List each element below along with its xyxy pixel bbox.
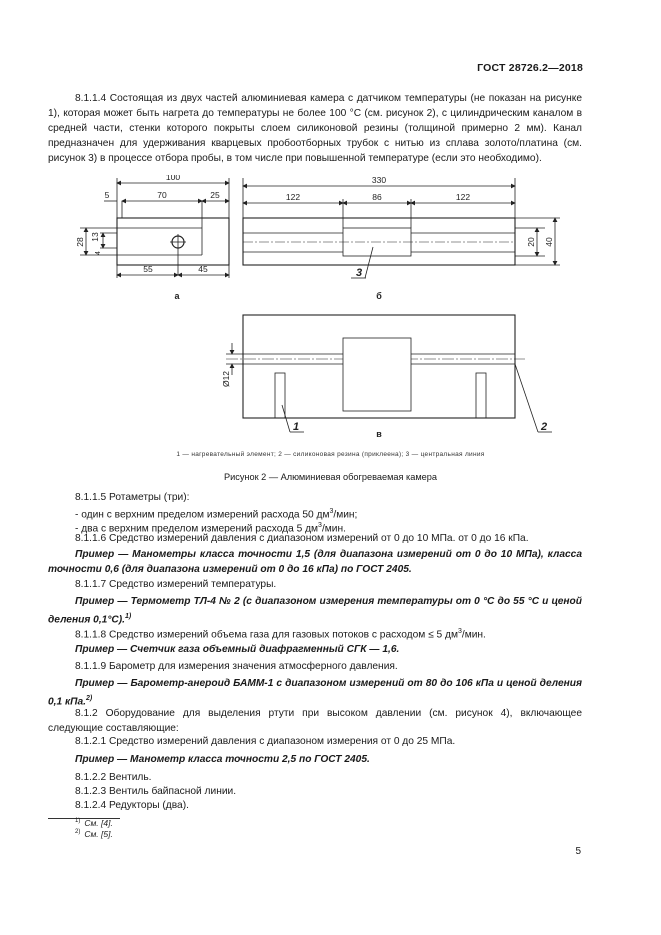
view-label-c: в	[376, 429, 382, 439]
callout-3: 3	[356, 267, 363, 279]
section-8-1-2-3: 8.1.2.3 Вентиль байпасной линии.	[75, 786, 237, 797]
dim-a-right: 25	[210, 190, 220, 200]
dim-c-diameter: Ø12	[221, 370, 231, 388]
view-label-a: а	[174, 291, 180, 301]
dim-a-bottom-right: 45	[198, 264, 208, 274]
section-8-1-2-1: 8.1.2.1 Средство измерений давления с диапазоном измерения от 0 до 25 МПа.	[75, 736, 456, 747]
rotameter-item-2: - два с верхним пределом измерений расхода 5 $дм^3$/мин.	[75, 522, 346, 535]
example-8-1-1-6: Пример — Манометры класса точности 1,5 (для диапазона измерений от 0 до 10 МПа), класса точности 0,6 (для диапазона измерений от 0 до 16 кПа) по ГОСТ 2405.	[48, 549, 582, 575]
dim-b-total: 330	[371, 175, 387, 185]
footnote-1: $^{1)}$ См. [4].	[75, 818, 113, 828]
view-label-b: б	[376, 291, 382, 301]
dim-b-h-inner: 20	[526, 237, 536, 247]
dim-a-h-inner: 13	[90, 232, 100, 242]
dim-b-mid: 86	[372, 192, 382, 202]
figure-caption: Рисунок 2 — Алюминиевая обогреваемая камера	[223, 472, 438, 482]
section-8-1-1-7: 8.1.1.7 Средство измерений температуры.	[75, 579, 277, 590]
example-8-1-2-1: Пример — Манометр класса точности 2,5 по ГОСТ 2405.	[75, 754, 370, 765]
dim-a-h-outer: 28	[75, 237, 85, 247]
dim-a-h-small: 4	[95, 251, 102, 255]
dim-a-total: 100	[165, 175, 181, 182]
dim-b-right: 122	[455, 192, 471, 202]
dim-b-left: 122	[285, 192, 301, 202]
paragraph-8-1-1-4: 8.1.1.4 Состоящая из двух частей алюминиевая камера с датчиком температуры (не показан на рисунке 1), которая может быть нагрета до температуры не более 100 °С (см. рисунок 2), с цилиндрическим каналом в средней части, стенки которого покрыты слоем силиконовой резины (толщиной примерно 2 мм). Канал предназначен для удерживания кварцевых пробоотборных трубок с нитью из сплава золото/платина (см. рисунок 3) в процессе отбора пробы, в том числе при повышенной температуре (если это необходимо).	[48, 93, 582, 164]
section-8-1-1-8: 8.1.1.8 Средство измерений объема газа для газовых потоков с расходом ≤ 5 $дм^3$/мин.	[75, 628, 486, 641]
view-c-drawing	[226, 315, 552, 432]
rotameter-item-1: - один с верхним пределом измерений расхода 50 $дм^3$/мин;	[75, 508, 358, 521]
example-8-1-1-7: Пример — Термометр ТЛ-4 № 2 (с диапазоном измерения температуры от 0 °С до 55 °С и ценой деления 0,1°С).$^{1)}$	[48, 596, 582, 626]
section-8-1-2-2: 8.1.2.2 Вентиль.	[75, 772, 152, 783]
footnote-2: $^{2)}$ См. [5].	[75, 829, 113, 839]
page-number: 5	[575, 846, 581, 857]
section-8-1-1-5: 8.1.1.5 Ротаметры (три):	[75, 492, 190, 503]
callout-2: 2	[541, 421, 548, 433]
section-8-1-1-6: 8.1.1.6 Средство измерений давления с диапазоном измерений от 0 до 10 МПа. от 0 до 16 кПа.	[75, 533, 529, 544]
figure-aluminium-chamber	[0, 175, 661, 475]
document-header: ГОСТ 28726.2—2018	[477, 62, 583, 74]
figure-legend: 1 — нагревательный элемент; 2 — силиконовая резина (приклеена); 3 — центральная линия	[176, 451, 485, 458]
view-a-drawing	[80, 178, 229, 278]
dim-b-h-outer: 40	[544, 237, 554, 247]
dim-a-bottom-left: 55	[143, 264, 153, 274]
callout-1: 1	[293, 421, 300, 433]
example-8-1-1-8: Пример — Счетчик газа объемный диафрагменный СГК — 1,6.	[75, 644, 400, 655]
example-8-1-1-9: Пример — Барометр-анероид БАММ-1 с диапазоном измерений от 80 до 106 кПа и ценой деления 0,1 кПа.$^{2)}$	[48, 678, 582, 708]
dim-a-mid: 70	[157, 190, 167, 200]
section-8-1-1-9: 8.1.1.9 Барометр для измерения значения атмосферного давления.	[75, 661, 398, 672]
section-8-1-2: 8.1.2 Оборудование для выделения ртути при высоком давлении (см. рисунок 4), включающее следующие составляющие:	[48, 708, 582, 734]
section-8-1-2-4: 8.1.2.4 Редукторы (два).	[75, 800, 189, 811]
dim-a-left-gap: 5	[104, 190, 110, 200]
